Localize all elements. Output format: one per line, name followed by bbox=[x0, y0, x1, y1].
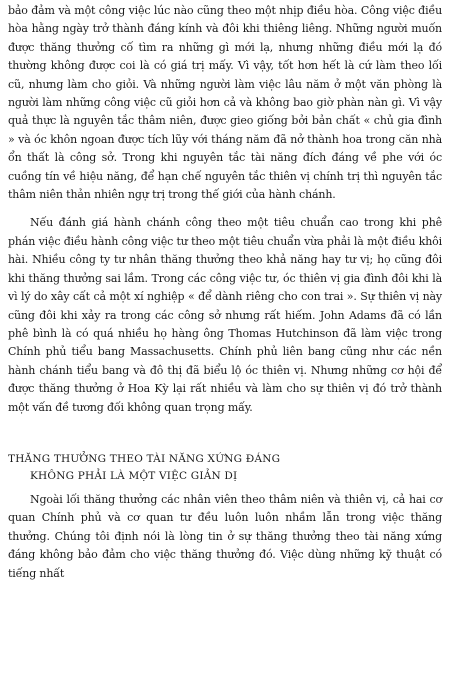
section-heading-line-1: THĂNG THƯỞNG THEO TÀI NĂNG XỨNG ĐÁNG bbox=[8, 452, 281, 465]
paragraph-seniority: bảo đảm và một công việc lúc nào cũng theo một nhịp điều hòa. Công việc điều hòa hằng ngày trở thành đáng kính và đôi khi thiêng liêng. Những người muốn được thăng thưởng cố tìm ra những gì mới lạ, nhưng những điều mới lạ đó thường không được coi là có giá trị mấy. Vì vậy, tốt hơn hết là cứ làm theo lối cũ, nhưng làm cho giỏi. Và những người làm việc lâu năm ở một văn phòng là người làm những công việc cũ giỏi hơn cả và không bao giờ phàn nàn gì. Vì vậy quả thực là nguyên tắc thâm niên, được gieo giống bởi bản chất « chủ gia đình » và óc khôn ngoan được tích lũy với tháng năm đã nở thành hoa trong căn nhà ổn thất là công sở. Trong khi nguyên tắc tài năng đích đáng về phe với óc cuồng tín về hiệu năng, để hạn chế nguyên tắc thiên vị chính trị thì nguyên tắc thâm niên thản nhiên ngự trị trong thế giới của hành chánh. bbox=[8, 4, 442, 202]
section-heading bbox=[8, 451, 442, 485]
paragraph-private-vs-public: Nếu đánh giá hành chánh công theo một tiêu chuẩn cao trong khi phê phán việc điều hành công việc tư theo một tiêu chuẩn vừa phải là một điều khôi hài. Nhiều công ty tư nhân thăng thưởng theo khả năng hay tư vị; họ cũng đôi khi thăng thưởng sai lầm. Trong các công việc tư, óc thiên vị gia đình đôi khi là vì lý do xây cất cả một xí nghiệp « để dành riêng cho con trai ». Sự thiên vị này cũng đôi khi xảy ra trong các công sở nhưng rất hiếm. John Adams đã có lần phê bình là có quá nhiều họ hàng ông Thomas Hutchinson đã làm việc trong Chính phủ tiểu bang Massachusetts. Chính phủ liên bang cũng như các nền hành chánh tiểu bang và đô thị đã biểu lộ óc thiên vị. Nhưng những cơ hội để được thăng thưởng ở Hoa Kỳ lại rất nhiều và làm cho sự thiên vị đó trở thành một vấn đề tương đối không quan trọng mấy. bbox=[8, 216, 442, 414]
paragraph-merit-promotion: Ngoài lối thăng thưởng các nhân viên theo thâm niên và thiên vị, cả hai cơ quan Chính phủ và cơ quan tư đều luôn luôn nhầm lẫn trong việc thăng thưởng. Chúng tôi định nói là lòng tin ở sự thăng thưởng theo tài năng xứng đáng không bảo đảm cho việc thăng thưởng đó. Việc dùng những kỹ thuật có tiếng nhất bbox=[8, 492, 442, 580]
section-heading-line-2: KHÔNG PHẢI LÀ MỘT VIỆC GIẢN DỊ bbox=[30, 469, 238, 482]
paragraph-gap bbox=[8, 204, 442, 214]
